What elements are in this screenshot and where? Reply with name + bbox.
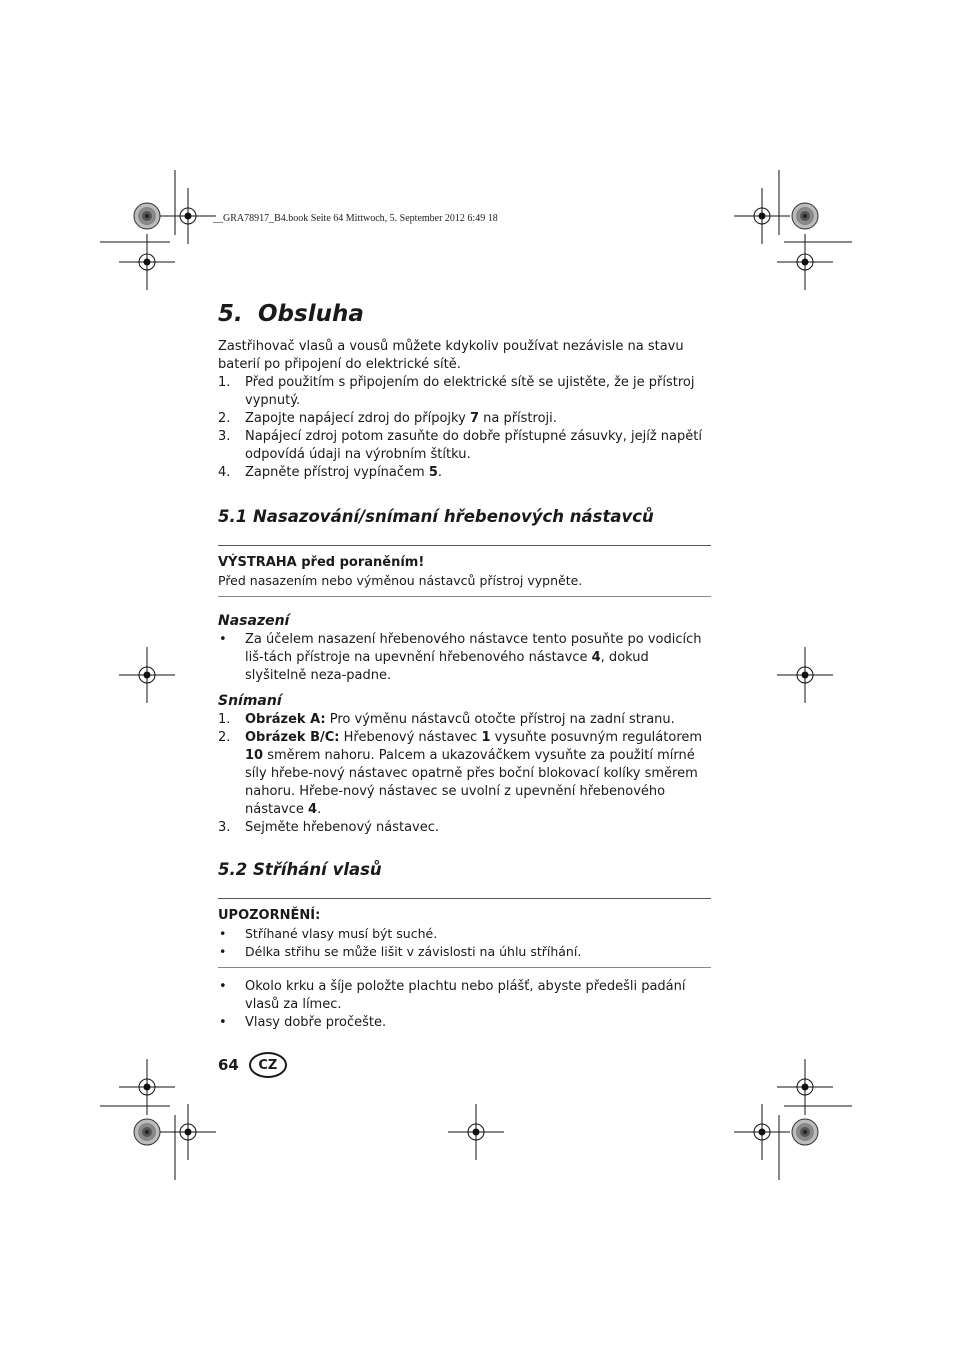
text-run: Vlasy dobře pročešte. — [245, 1015, 387, 1030]
note-box — [218, 898, 711, 968]
crosshair-icon — [734, 188, 790, 244]
text-run: . — [437, 465, 443, 480]
section-number: 5. — [218, 301, 243, 327]
numbered-step — [218, 410, 711, 428]
bold-text: 4 — [308, 802, 318, 817]
registration-dial-icon — [134, 1119, 160, 1145]
attach-list — [218, 631, 711, 685]
bold-text: 4 — [591, 650, 601, 665]
note-list — [218, 925, 711, 961]
bullet-item — [218, 978, 711, 1014]
step-number: 3. — [218, 429, 231, 444]
numbered-step — [218, 711, 711, 729]
bold-text: 7 — [469, 411, 479, 426]
remove-heading: Snímaní — [218, 693, 282, 709]
crosshair-icon — [734, 1104, 790, 1160]
page-number: 64 — [218, 1056, 239, 1074]
bold-text: Obrázek B/C: — [245, 730, 340, 745]
subsection-title-5-2: 5.2 Stříhání vlasů — [218, 860, 382, 879]
text-run: vysuňte posuvným regulátorem — [490, 730, 703, 745]
text-run: Okolo krku a šíje položte plachtu nebo plášť, abyste předešli padání vlasů za límec. — [245, 979, 686, 1012]
crosshair-icon — [448, 1104, 504, 1160]
crosshair-icon — [777, 1059, 833, 1115]
text-run: Zapněte přístroj vypínačem — [245, 465, 429, 480]
registration-dial-icon — [792, 203, 818, 229]
text-run: Před použitím s připojením do elektrické sítě se ujistěte, že je přístroj vypnutý. — [245, 375, 695, 408]
cutting-list — [218, 978, 711, 1032]
print-info-header: __GRA78917_B4.book Seite 64 Mittwoch, 5. September 2012 6:49 18 — [213, 213, 498, 224]
bullet-icon: • — [219, 1015, 227, 1030]
note-title: UPOZORNĚNÍ: — [218, 908, 321, 923]
numbered-step — [218, 819, 711, 837]
subsection-title-5-1: 5.1 Nasazování/snímaní hřebenových nástavců — [218, 507, 654, 526]
intro-paragraph: Zastřihovač vlasů a vousů můžete kdykoliv používat nezávisle na stavu baterií po připojení do elektrické sítě. — [218, 339, 684, 372]
bold-text: 10 — [245, 748, 264, 763]
numbered-step — [218, 374, 711, 410]
attach-heading: Nasazení — [218, 613, 290, 629]
crosshair-icon — [160, 1104, 216, 1160]
registration-dial-icon — [792, 1119, 818, 1145]
section-title-text: Obsluha — [258, 301, 364, 327]
warning-text: Před nasazením nebo výměnou nástavců přístroj vypněte. — [218, 573, 583, 588]
bold-text: 1 — [481, 730, 491, 745]
page-footer — [218, 1052, 287, 1078]
text-run: Za účelem nasazení hřebenového nástavce tento posuňte po vodicích liš-tách přístroje na upevnění hřebenového nástavce — [245, 632, 702, 665]
step-number: 1. — [218, 375, 231, 390]
step-number: 1. — [218, 712, 231, 727]
text-run: Napájecí zdroj potom zasuňte do dobře přístupné zásuvky, jejíž napětí odpovídá údaji na výrobním štítku. — [245, 429, 702, 462]
bullet-icon: • — [219, 632, 227, 647]
bold-text: 5 — [428, 465, 438, 480]
step-number: 4. — [218, 465, 231, 480]
text-run: Sejměte hřebenový nástavec. — [245, 820, 440, 835]
bullet-icon: • — [219, 979, 227, 994]
text-run: Pro výměnu nástavců otočte přístroj na zadní stranu. — [325, 712, 675, 727]
text-run: Délka střihu se může lišit v závislosti na úhlu stříhání. — [245, 944, 582, 959]
section-title — [218, 300, 711, 328]
text-run: , dokud slyšitelně neza-padne. — [245, 650, 649, 683]
crosshair-icon — [777, 647, 833, 703]
step-number: 2. — [218, 411, 231, 426]
bullet-item — [218, 631, 711, 685]
warning-title: VÝSTRAHA před poraněním! — [218, 555, 425, 570]
step-number: 3. — [218, 820, 231, 835]
bullet-icon: • — [219, 926, 227, 941]
bold-text: Obrázek A: — [245, 712, 326, 727]
numbered-step — [218, 729, 711, 819]
text-run: Stříhané vlasy musí být suché. — [245, 926, 438, 941]
warning-box — [218, 545, 711, 597]
crosshair-icon — [119, 647, 175, 703]
text-run: Zapojte napájecí zdroj do přípojky — [245, 411, 470, 426]
bullet-icon: • — [219, 944, 227, 959]
language-badge: CZ — [249, 1052, 287, 1078]
numbered-step — [218, 464, 711, 482]
page-content — [218, 300, 711, 1032]
operation-steps — [218, 374, 711, 482]
crosshair-icon — [119, 1059, 175, 1115]
bullet-item — [218, 1014, 711, 1032]
remove-steps — [218, 711, 711, 837]
text-run: na přístroji. — [478, 411, 557, 426]
numbered-step — [218, 428, 711, 464]
registration-dial-icon — [134, 203, 160, 229]
step-number: 2. — [218, 730, 231, 745]
bullet-item — [218, 943, 711, 961]
text-run: Hřebenový nástavec — [339, 730, 482, 745]
text-run: směrem nahoru. Palcem a ukazováčkem vysuňte za použití mírné síly hřebe-nový nástavec opatrně přes boční blokovací kolíky směrem nahoru. Hřebe-nový nástavec se uvolní z upevnění hřebenového nástavce — [245, 748, 698, 817]
crosshair-icon — [160, 188, 216, 244]
bullet-item — [218, 925, 711, 943]
text-run: . — [317, 802, 322, 817]
